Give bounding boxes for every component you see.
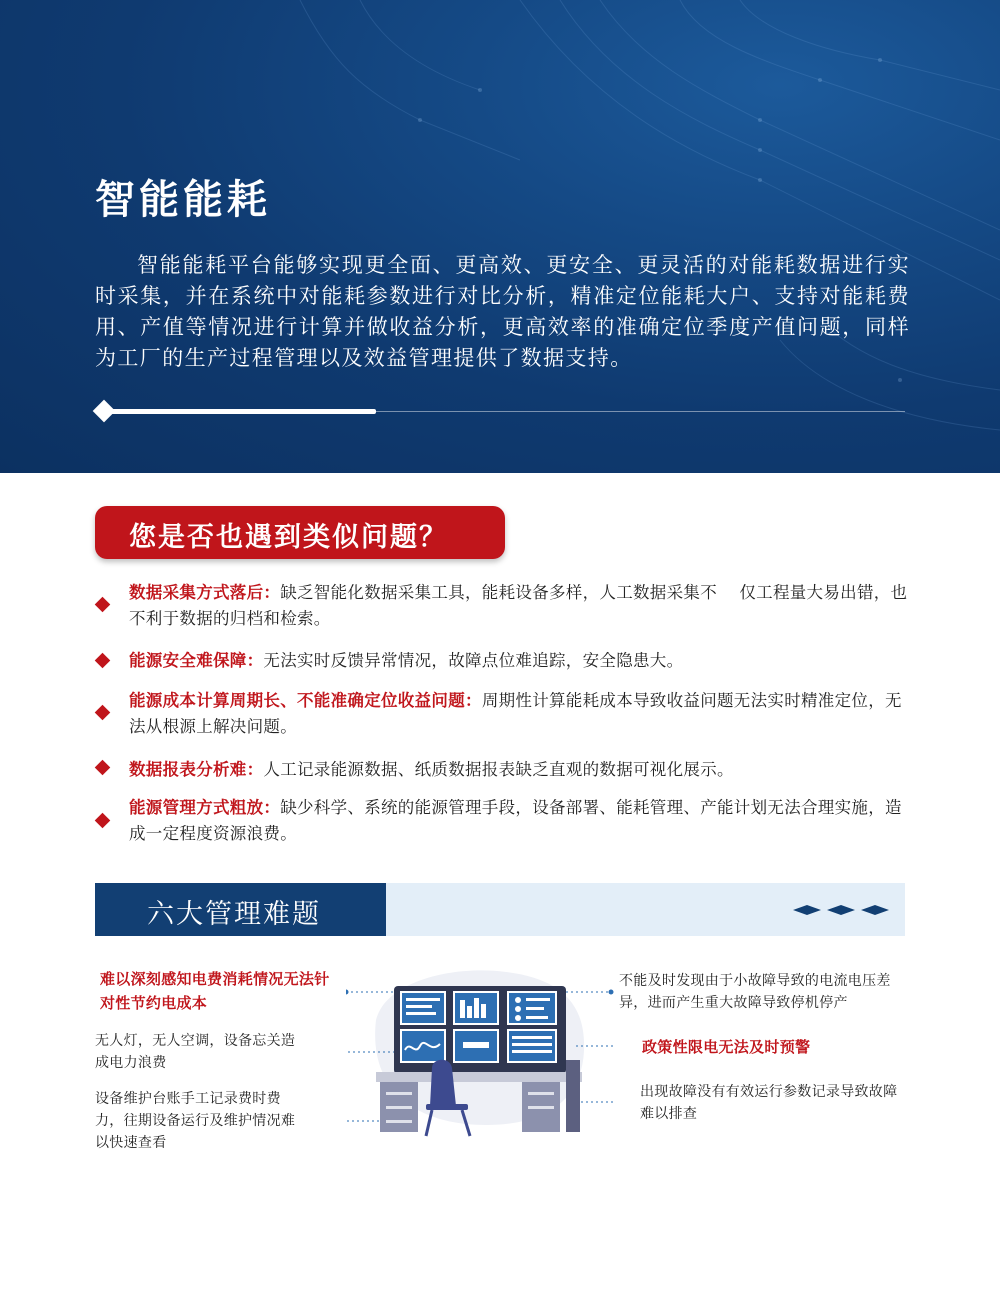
- problem-title: 数据采集方式落后：: [129, 583, 281, 602]
- six-problems-title: 六大管理难题: [147, 899, 321, 930]
- problem-desc: 人工记录能源数据、纸质数据报表缺乏直观的数据可视化展示。: [263, 760, 734, 779]
- problem-text: [129, 795, 910, 847]
- problem-title: 能源管理方式粗放：: [129, 798, 281, 817]
- problem-text: [129, 580, 910, 632]
- problem-text: [129, 757, 910, 783]
- note-left-1: 难以深刻感知电费消耗情况无法针对性节约电成本: [100, 970, 330, 1012]
- problem-banner-title: 您是否也遇到类似问题？: [129, 522, 448, 553]
- diamond-bullet-icon: [95, 813, 111, 829]
- note-right-1: 不能及时发现由于小故障导致的电流电压差异，进而产生重大故障导致停机停产: [619, 973, 891, 1011]
- diamond-bullet-icon: [95, 760, 111, 776]
- problem-banner: [95, 506, 505, 559]
- problem-title: 数据报表分析难：: [129, 760, 264, 779]
- hero-section: [0, 0, 1000, 473]
- diamond-bullet-icon: [95, 653, 111, 669]
- problem-desc: 周期性计算能耗成本导致收益问题无法实时精准定位，无法从根源上解决问题。: [129, 691, 902, 736]
- diamond-bullet-icon: [95, 705, 111, 721]
- note-right-2: 政策性限电无法及时预警: [642, 1038, 811, 1056]
- problem-item: [95, 757, 910, 783]
- triple-arrow-icon: [793, 903, 893, 917]
- problem-desc: 无法实时反馈异常情况，故障点位难追踪，安全隐患大。: [263, 651, 684, 670]
- hero-paragraph: 智能能耗平台能够实现更全面、更高效、更安全、更灵活的对能耗数据进行实时采集，并在系统中对能耗参数进行对比分析，精准定位能耗大户、支持对能耗费用、产值等情况进行计算并做收益分析，更高效率的准确定位季度产值问题，同样为工厂的生产过程管理以及效益管理提供了数据支持。: [95, 253, 910, 370]
- six-problems-header: [95, 883, 905, 936]
- note-left-3: 设备维护台账手工记录费时费力，往期设备运行及维护情况难以快速查看: [95, 1091, 296, 1151]
- divider-accent: [110, 409, 376, 414]
- problem-item: [95, 688, 910, 740]
- problem-text: [129, 688, 910, 740]
- note-right-3: 出现故障没有有效运行参数记录导致故障难以排查: [640, 1084, 898, 1122]
- problem-title: 能源安全难保障：: [129, 651, 264, 670]
- control-room-illustration: [346, 960, 616, 1140]
- problem-text: [129, 648, 910, 674]
- problem-desc: 缺少科学、系统的能源管理手段，设备部署、能耗管理、产能计划无法合理实施，造成一定程度资源浪费。: [129, 798, 902, 843]
- problem-item: [95, 648, 910, 674]
- six-problems-title-box: [95, 883, 386, 936]
- problem-item: [95, 795, 910, 847]
- problem-title: 能源成本计算周期长、不能准确定位收益问题：: [129, 691, 482, 710]
- problem-item: [95, 580, 910, 632]
- diamond-bullet-icon: [95, 597, 111, 613]
- hero-title: 智能能耗: [95, 177, 271, 223]
- tech-lines-decoration: [0, 0, 1000, 473]
- note-left-2: 无人灯，无人空调，设备忘关造成电力浪费: [95, 1033, 296, 1071]
- problem-desc: 缺乏智能化数据采集工具，能耗设备多样，人工数据采集不 仅工程量大易出错，也不利于数据的归档和检索。: [129, 583, 908, 628]
